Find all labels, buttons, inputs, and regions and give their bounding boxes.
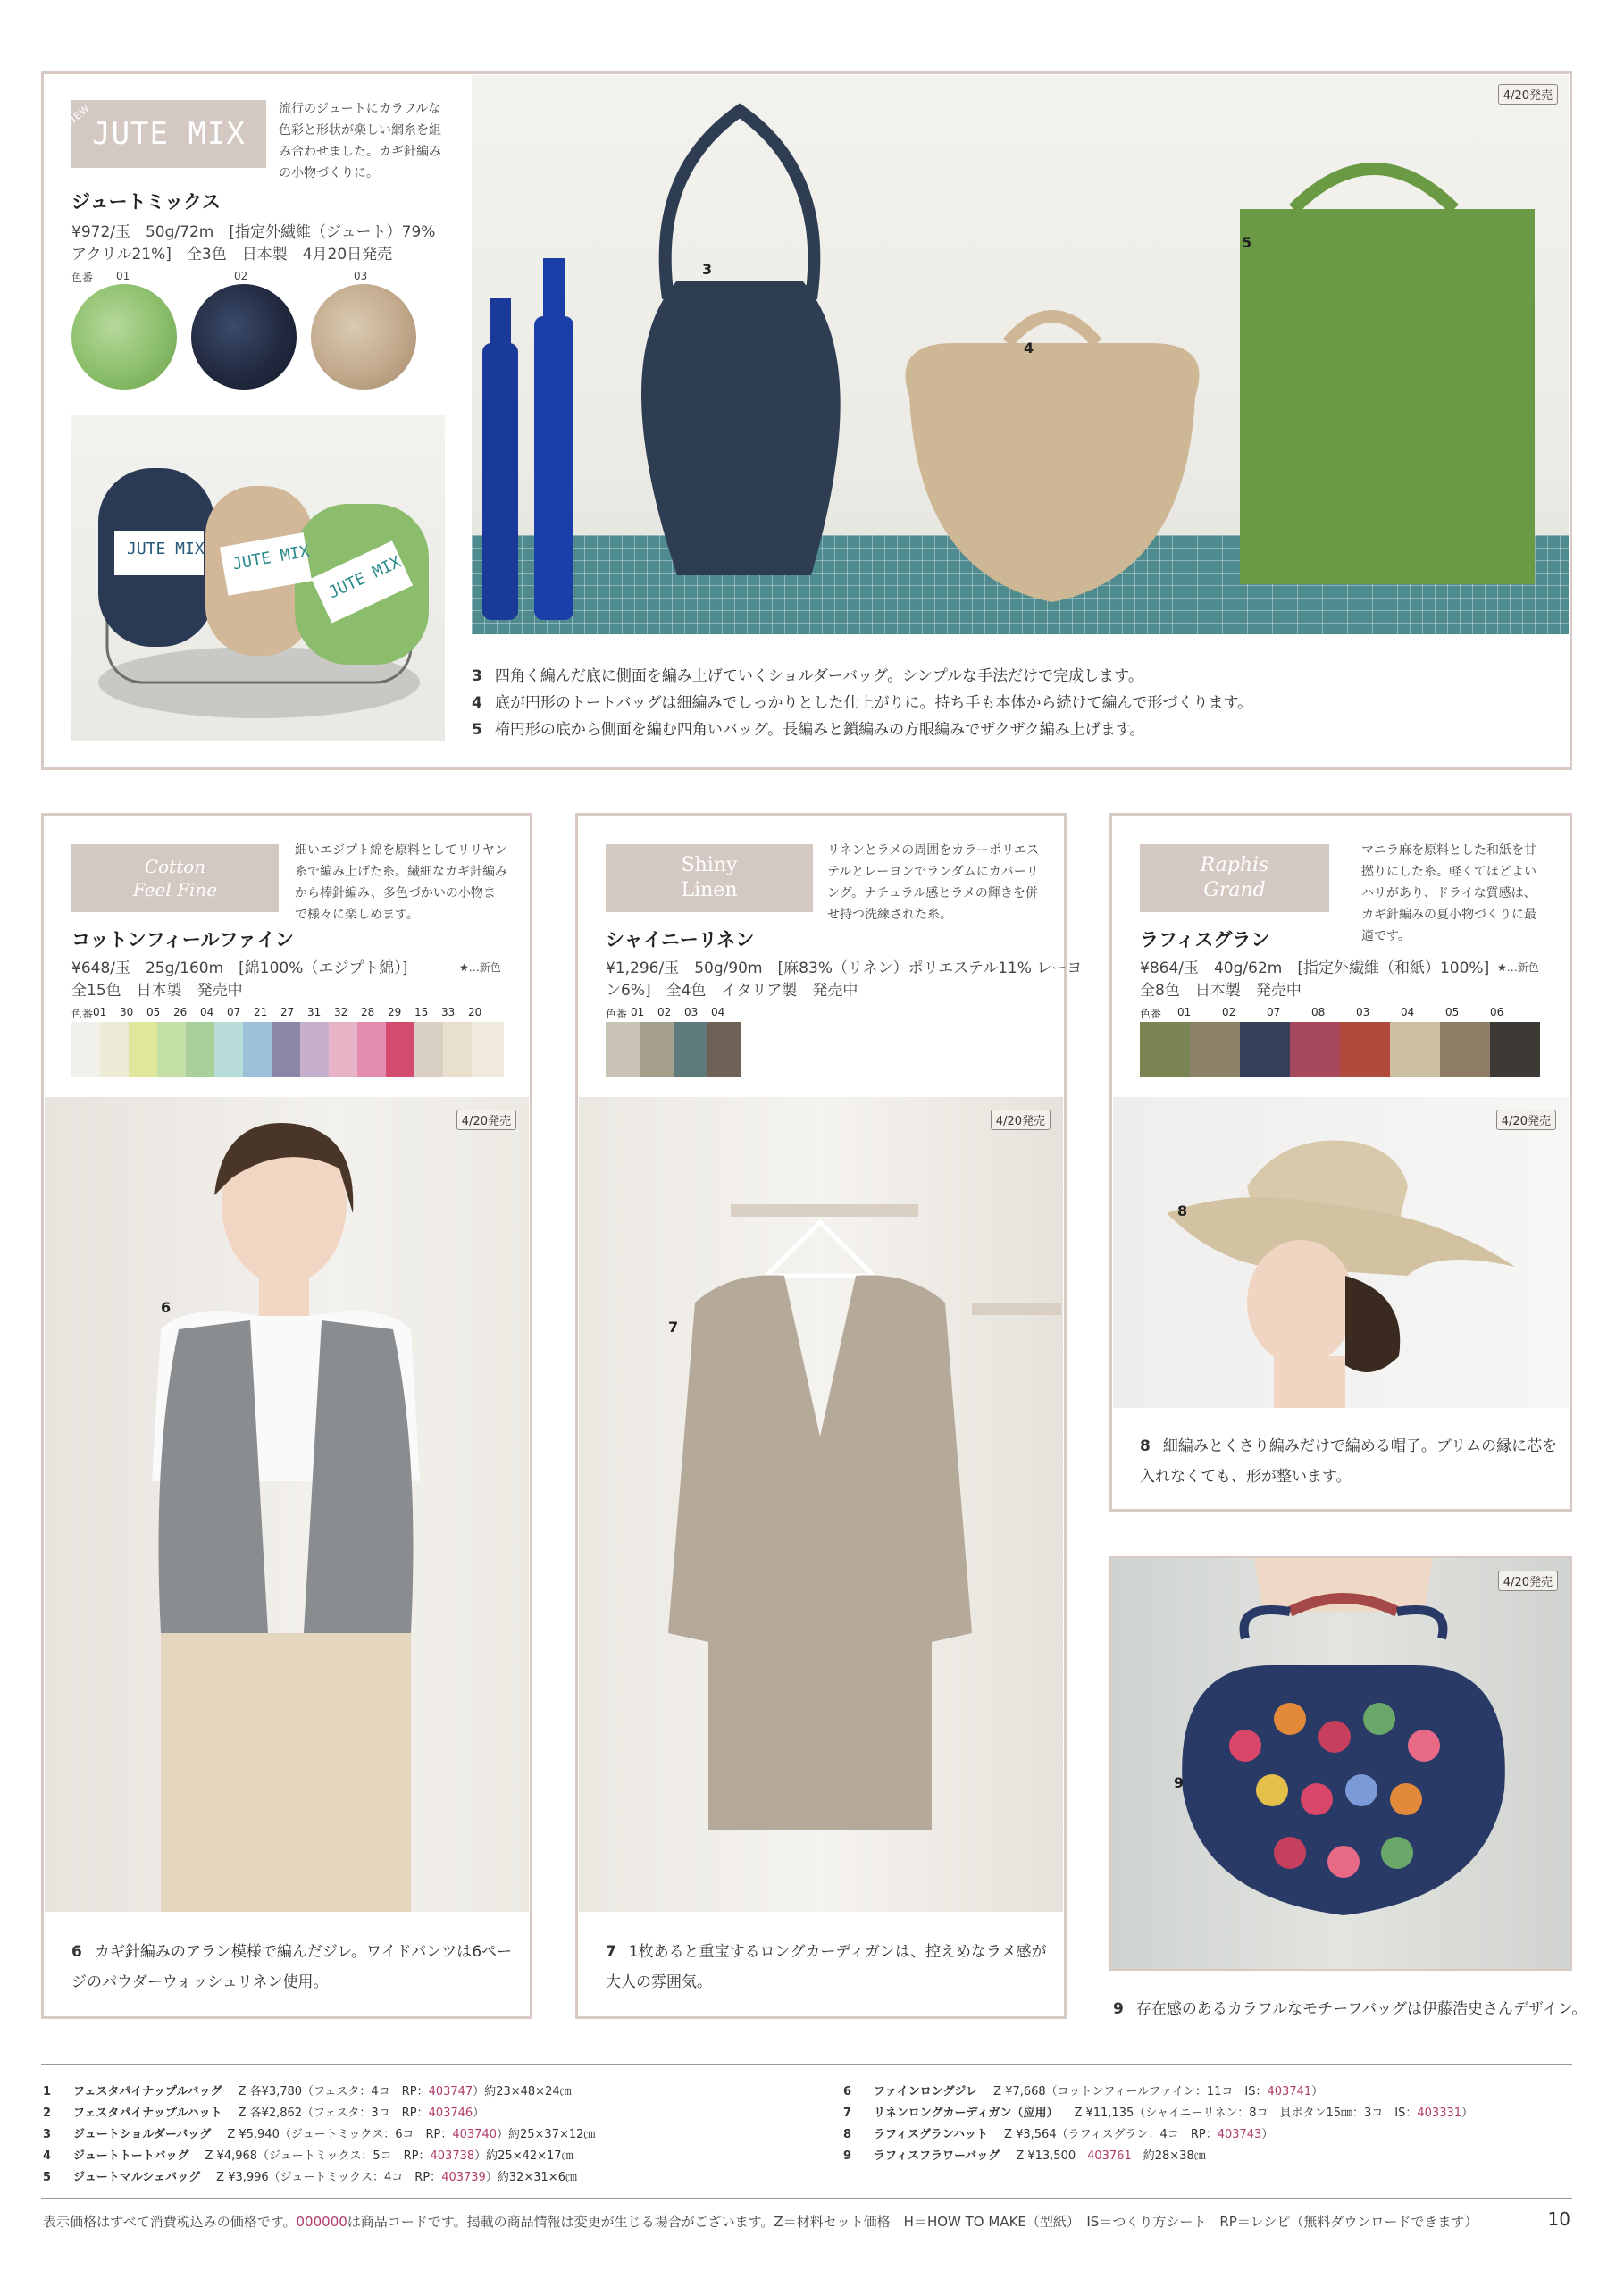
color-code: 26 — [173, 1006, 188, 1018]
bag9-release-tag: 4/20発売 — [1498, 1571, 1558, 1591]
cotton-color-codes — [71, 1006, 495, 1021]
shiny-release-tag: 4/20発売 — [991, 1110, 1051, 1130]
jute-yarn-basket-photo — [71, 415, 445, 741]
shiny-name: シャイニーリネン — [606, 929, 755, 951]
kit-number: 8 — [843, 2128, 852, 2141]
kit-size: ） — [473, 2107, 485, 2120]
color-code: 20 — [468, 1006, 482, 1018]
kit-number: 3 — [43, 2128, 52, 2141]
kit-number: 2 — [43, 2107, 52, 2120]
caption-number: 7 — [606, 1943, 616, 1961]
jute-swatch-01 — [71, 284, 177, 390]
cotton-info-2: 全15色 日本製 発売中 — [71, 982, 243, 1000]
swatch — [71, 1022, 100, 1077]
swatch — [1490, 1022, 1540, 1077]
footer-code: 000000 — [296, 2214, 347, 2230]
kit-price: Z ¥11,135（シャイニーリネン：8コ 貝ボタン15㎜：3コ IS： — [1074, 2107, 1418, 2120]
shiny-description: リネンとラメの周囲をカラーポリエステルとレーヨンでランダムにカバーリング。ナチュラル感とラメの輝きを併せ持つ洗練された糸。 — [827, 843, 1040, 922]
swatch — [1440, 1022, 1490, 1077]
kit-number: 4 — [43, 2149, 52, 2163]
swatch — [606, 1022, 640, 1077]
logo-line-1: Cotton — [144, 856, 206, 877]
swatch — [243, 1022, 272, 1077]
bags-illustration — [472, 75, 1569, 634]
shiny-swatches — [606, 1022, 741, 1077]
jute-mix-logo-text: JUTE MIX — [92, 116, 246, 152]
cotton-info-1: ¥648/玉 25g/160m [綿100%（エジプト綿）] — [71, 959, 408, 977]
kit-row-4 — [43, 2146, 573, 2163]
raphis-info-1: ¥864/玉 40g/62m [指定外繊維（和紙）100%] — [1140, 959, 1490, 977]
kit-row-5 — [43, 2167, 577, 2184]
kit-row-2 — [43, 2103, 484, 2120]
cotton-caption — [71, 1937, 512, 1998]
color-code: 03 — [684, 1006, 699, 1018]
raphis-swatches — [1140, 1022, 1540, 1077]
caption-number: 8 — [1140, 1437, 1151, 1455]
raphis-grand-logo — [1140, 844, 1329, 912]
color-code: 33 — [441, 1006, 456, 1018]
kit-price: Z ¥7,668（コットンフィールファイン：11コ IS： — [993, 2085, 1268, 2099]
swatch — [640, 1022, 674, 1077]
swatch — [129, 1022, 157, 1077]
color-code: 03 — [1356, 1006, 1370, 1018]
kit-size: ） — [1261, 2128, 1274, 2141]
logo-line-1: Shiny — [681, 854, 738, 876]
color-label: 色番 — [1140, 1008, 1162, 1020]
caption-text: 存在感のあるカラフルなモチーフバッグは伊藤浩史さんデザイン。 — [1135, 2000, 1587, 2018]
shiny-color-codes — [606, 1006, 738, 1021]
logo-line-2: Linen — [681, 879, 738, 901]
swatch — [443, 1022, 472, 1077]
swatch — [1240, 1022, 1290, 1077]
caption-text: 楕円形の底から側面を編む四角いバッグ。長編みと鎖編みの方眼編みでザクザク編み上げます。 — [494, 721, 1145, 739]
caption-number: 9 — [1113, 2000, 1124, 2018]
raphis-hat-photo — [1113, 1097, 1569, 1408]
kit-code: 403743 — [1217, 2128, 1262, 2141]
raphis-release-tag: 4/20発売 — [1496, 1110, 1556, 1130]
item-number-8: 8 — [1177, 1202, 1188, 1219]
raphis-description: マニラ麻を原料とした和紙を甘撚りにした糸。軽くてほどよいハリがあり、ドライな質感は、カギ針編みの夏小物づくりに最適です。 — [1361, 843, 1536, 943]
kit-list-divider — [41, 2064, 1572, 2065]
caption-line-1: カギ針編みのアラン模様で編んだジレ。ワイドパンツは6ペー — [94, 1943, 513, 1961]
kit-code: 403739 — [441, 2171, 486, 2184]
footer-divider — [41, 2198, 1572, 2199]
item-number-7: 7 — [668, 1319, 679, 1336]
kit-code: 403761 — [1087, 2149, 1132, 2163]
jute-mix-name: ジュートミックス — [71, 191, 221, 213]
kit-name: ラフィスグランハット — [874, 2128, 989, 2141]
swatch — [157, 1022, 186, 1077]
jute-color-label: 色番 — [71, 272, 94, 284]
item-number-3: 3 — [702, 261, 713, 278]
kit-row-9 — [843, 2146, 1206, 2163]
yarn-basket-illustration — [71, 415, 445, 741]
swatch — [1140, 1022, 1190, 1077]
page-number: 10 — [1547, 2208, 1570, 2230]
jute-release-tag: 4/20発売 — [1498, 84, 1558, 105]
swatch — [1340, 1022, 1390, 1077]
jute-swatch-02 — [191, 284, 297, 390]
cotton-vest-photo — [45, 1097, 529, 1912]
kit-size: ） — [1311, 2085, 1324, 2099]
swatch — [1390, 1022, 1440, 1077]
caption-number: 3 — [472, 667, 482, 685]
color-code: 07 — [227, 1006, 241, 1018]
swatch — [414, 1022, 443, 1077]
kit-price: Z ¥3,564（ラフィスグラン：4コ RP： — [1004, 2128, 1218, 2141]
kit-number: 5 — [43, 2171, 52, 2184]
color-code: 01 — [93, 1006, 107, 1018]
swatch — [1290, 1022, 1340, 1077]
kit-size: ）約25×42×17㎝ — [474, 2149, 573, 2163]
ball-label-2: JUTE MIX — [230, 541, 311, 574]
swatch — [329, 1022, 357, 1077]
cardigan-illustration — [579, 1097, 1063, 1912]
raphis-caption — [1140, 1431, 1557, 1492]
caption-line-2: 大人の雰囲気。 — [606, 1973, 712, 1991]
hat-illustration — [1113, 1097, 1569, 1408]
color-code: 06 — [1490, 1006, 1504, 1018]
kit-name: ファインロングジレ — [874, 2085, 978, 2099]
kit-row-3 — [43, 2124, 595, 2141]
cotton-feel-fine-logo — [71, 844, 279, 912]
cotton-name: コットンフィールファイン — [71, 929, 295, 951]
cotton-description: 細いエジプト綿を原料としてリリヤン糸で編み上げた糸。繊細なカギ針編みから棒針編み、多色づかいの小物まで様々に楽しめます。 — [295, 843, 507, 922]
kit-price: Z 各¥3,780（フェスタ：4コ RP： — [238, 2085, 429, 2099]
color-code: 07 — [1267, 1006, 1281, 1018]
caption-line-1: 細編みとくさり編みだけで編める帽子。ブリムの縁に芯を — [1162, 1437, 1558, 1455]
color-code: 01 — [631, 1006, 645, 1018]
color-code: 27 — [280, 1006, 295, 1018]
color-code: 29 — [388, 1006, 402, 1018]
kit-row-8 — [843, 2124, 1273, 2141]
kit-name: ジュートマルシェバッグ — [73, 2171, 201, 2184]
caption-line-2: ジのパウダーウォッシュリネン使用。 — [71, 1973, 329, 1991]
item-number-4: 4 — [1024, 339, 1034, 356]
jute-bags-photo — [472, 75, 1569, 634]
color-code: 02 — [1222, 1006, 1236, 1018]
logo-line-2: Feel Fine — [132, 879, 218, 901]
swatch — [674, 1022, 707, 1077]
caption-number: 6 — [71, 1943, 82, 1961]
jute-caption-3 — [472, 661, 1143, 691]
swatch — [214, 1022, 243, 1077]
kit-name: ジュートトートバッグ — [73, 2149, 189, 2163]
bag9-caption — [1113, 1994, 1586, 2024]
kit-size: ）約23×48×24㎝ — [473, 2085, 572, 2099]
shiny-caption — [606, 1937, 1046, 1998]
footer-text-1: 表示価格はすべて消費税込みの価格です。 — [43, 2214, 297, 2230]
color-code: 04 — [711, 1006, 725, 1018]
color-code: 28 — [361, 1006, 375, 1018]
kit-code: 403738 — [430, 2149, 475, 2163]
shiny-cardigan-photo — [579, 1097, 1063, 1912]
kit-name: リネンロングカーディガン（应用） — [874, 2107, 1059, 2120]
raphis-star-note: ★…新色 — [1497, 961, 1539, 974]
kit-size: ） — [1461, 2107, 1474, 2120]
jute-mix-description: 流行のジュートにカラフルな色彩と形状が楽しい網糸を組み合わせました。カギ針編みの小物づくりに。 — [279, 102, 441, 180]
color-code: 04 — [200, 1006, 214, 1018]
color-code: 05 — [146, 1006, 161, 1018]
caption-line-2: 入れなくても、形が整います。 — [1140, 1468, 1352, 1486]
cotton-star-note: ★…新色 — [459, 961, 501, 974]
kit-size: ）約32×31×6㎝ — [485, 2171, 577, 2184]
kit-name: フェスタパイナップルバッグ — [73, 2085, 222, 2099]
swatch — [300, 1022, 329, 1077]
swatch — [707, 1022, 741, 1077]
kit-price: Z ¥5,940（ジュートミックス：6コ RP： — [227, 2128, 453, 2141]
cotton-release-tag: 4/20発売 — [456, 1110, 516, 1130]
jute-mix-logo — [64, 100, 266, 168]
swatch — [100, 1022, 129, 1077]
swatch — [357, 1022, 386, 1077]
kit-name: フェスタパイナップルハット — [73, 2107, 222, 2120]
kit-price: Z 各¥2,862（フェスタ：3コ RP： — [238, 2107, 429, 2120]
swatch — [272, 1022, 300, 1077]
jute-mix-info-2: アクリル21%] 全3色 日本製 4月20日発売 — [71, 246, 393, 264]
kit-price: Z ¥3,996（ジュートミックス：4コ RP： — [216, 2171, 442, 2184]
swatch — [386, 1022, 414, 1077]
footer-note — [43, 2212, 1478, 2231]
kit-row-7 — [843, 2103, 1473, 2120]
color-code: 32 — [334, 1006, 348, 1018]
shiny-info-2: ン6%] 全4色 イタリア製 発売中 — [606, 982, 858, 1000]
kit-row-1 — [43, 2082, 572, 2099]
caption-text: 底が円形のトートバッグは細編みでしっかりとした仕上がりに。持ち手も本体から続けて編んで形づくります。 — [494, 694, 1253, 712]
raphis-name: ラフィスグラン — [1140, 929, 1270, 951]
swatch — [1190, 1022, 1240, 1077]
color-code: 01 — [1177, 1006, 1192, 1018]
item-number-9: 9 — [1174, 1774, 1185, 1791]
raphis-color-codes — [1140, 1006, 1535, 1021]
item-number-6: 6 — [161, 1299, 172, 1316]
flower-bag-illustration — [1111, 1558, 1574, 1973]
kit-row-6 — [843, 2082, 1323, 2099]
caption-line-1: 1枚あると重宝するロングカーディガンは、控えめなラメ感が — [628, 1943, 1047, 1961]
color-code: 21 — [254, 1006, 268, 1018]
caption-number: 5 — [472, 721, 482, 739]
jute-color-02: 02 — [234, 270, 248, 282]
jute-swatch-03 — [311, 284, 416, 390]
color-code: 05 — [1445, 1006, 1460, 1018]
jute-mix-info-1: ¥972/玉 50g/72m [指定外繊維（ジュート）79% — [71, 223, 436, 241]
color-code: 15 — [414, 1006, 429, 1018]
vest-model-illustration — [45, 1097, 529, 1912]
color-code: 08 — [1311, 1006, 1326, 1018]
caption-text: 四角く編んだ底に側面を編み上げていくショルダーバッグ。シンプルな手法だけで完成します。 — [494, 667, 1143, 685]
logo-line-2: Grand — [1203, 879, 1266, 901]
raphis-info-2: 全8色 日本製 発売中 — [1140, 982, 1302, 1000]
footer-text-2: は商品コードです。掲載の商品情報は変更が生じる場合がございます。Z＝材料セット価格 H＝HOW TO MAKE（型紙） IS＝つくり方シート RP＝レシピ（無料ダウンロードできます） — [347, 2214, 1478, 2230]
ball-label-3: JUTE MIX — [325, 552, 405, 603]
kit-number: 7 — [843, 2107, 852, 2120]
jute-color-03: 03 — [354, 270, 368, 282]
kit-code: 403747 — [428, 2085, 473, 2099]
kit-code: 403741 — [1267, 2085, 1312, 2099]
kit-number: 9 — [843, 2149, 852, 2163]
swatch — [186, 1022, 214, 1077]
color-code: 04 — [1401, 1006, 1415, 1018]
kit-size: 約28×38㎝ — [1131, 2149, 1206, 2163]
caption-number: 4 — [472, 694, 482, 712]
item-number-5: 5 — [1242, 234, 1252, 251]
kit-price: Z ¥4,968（ジュートミックス：5コ RP： — [205, 2149, 431, 2163]
shiny-linen-logo — [606, 844, 813, 912]
cotton-swatches — [71, 1022, 504, 1077]
flower-bag-photo — [1109, 1556, 1572, 1971]
color-code: 02 — [657, 1006, 672, 1018]
jute-color-01: 01 — [116, 270, 130, 282]
color-label: 色番 — [606, 1008, 628, 1020]
jute-caption-4 — [472, 688, 1252, 718]
kit-price: Z ¥13,500 — [1016, 2149, 1088, 2163]
shiny-info-1: ¥1,296/玉 50g/90m [麻83%（リネン）ポリエステル11% レーヨ — [606, 959, 1083, 977]
kit-code: 403746 — [428, 2107, 473, 2120]
color-label: 色番 — [71, 1008, 94, 1020]
new-badge: NEW — [64, 102, 93, 128]
logo-line-1: Raphis — [1200, 854, 1269, 876]
jute-caption-5 — [472, 715, 1144, 745]
kit-code: 403331 — [1417, 2107, 1462, 2120]
color-code: 31 — [307, 1006, 322, 1018]
kit-size: ）約25×37×12㎝ — [496, 2128, 596, 2141]
kit-number: 6 — [843, 2085, 852, 2099]
kit-name: ラフィスフラワーバッグ — [874, 2149, 1000, 2163]
ball-label-1: JUTE MIX — [127, 540, 205, 558]
color-code: 30 — [120, 1006, 134, 1018]
kit-number: 1 — [43, 2085, 52, 2099]
swatch — [472, 1022, 504, 1077]
kit-name: ジュートショルダーバッグ — [73, 2128, 212, 2141]
kit-code: 403740 — [452, 2128, 497, 2141]
